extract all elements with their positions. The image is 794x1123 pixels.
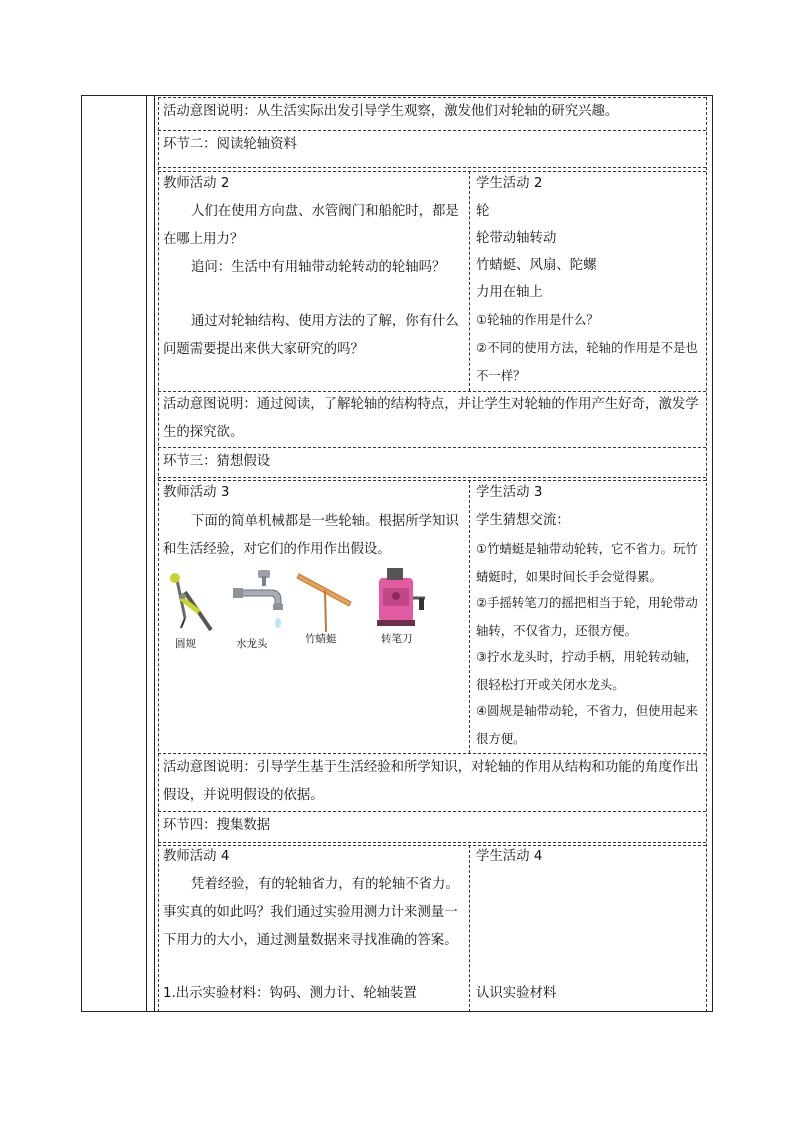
student-activity-heading-2: 学生活动 2 [476,176,543,191]
teacher-activity-heading-2: 教师活动 2 [163,176,230,191]
student-question: ①轮轴的作用是什么？ [476,312,599,327]
student-hypothesis: ①竹蜻蜓是轴带动轮转，它不省力。玩竹蜻蜓时，如果时间长手会觉得累。 [476,541,698,584]
rule [158,167,706,168]
activity-intent-2: 活动意图说明：通过阅读，了解轮轴的结构特点，并让学生对轮轴的作用产生好奇，激发学生的探究欲。 [163,397,699,440]
student-answer: 力用在轴上 [476,285,543,300]
column-divider-2 [154,95,155,1012]
student-hypothesis-intro: 学生猜想交流： [476,513,570,528]
stage-heading-4: 环节四：搜集数据 [163,818,271,833]
teacher-activity-heading-4: 教师活动 4 [163,849,230,864]
cell-border [158,97,159,1012]
rule [158,171,706,172]
rule [158,477,706,478]
pencil-sharpener-image [377,568,425,626]
cell-border [469,171,470,391]
teacher-question-1: 人们在使用方向盘、水管阀门和船舵时，都是在哪上用力？ [163,204,459,247]
student-hypothesis: ③拧水龙头时，拧动手柄，用轮转动轴，很轻松打开或关闭水龙头。 [476,649,698,692]
student-hypothesis: ④圆规是轴带动轮，不省力，但使用起来很方便。 [476,703,698,746]
bamboo-dragonfly-image [297,574,351,632]
caption-faucet: 水龙头 [236,638,268,650]
teacher-prompt-3: 下面的简单机械都是一些轮轴。根据所学知识和生活经验，对它们的作用作出假设。 [163,514,459,557]
student-question: ②不同的使用方法，轮轴的作用是不是也不一样？ [476,340,698,383]
student-answer: 竹蜻蜓、风扇、陀螺 [476,258,597,273]
teacher-question-2: 追问：生活中有用轴带动轮转动的轮轴吗？ [191,260,446,275]
rule [158,842,706,843]
caption-pencil-sharpener: 转笔刀 [381,633,413,645]
stage-heading-2: 环节二：阅读轮轴资料 [163,137,297,152]
teacher-activity-heading-3: 教师活动 3 [163,485,230,500]
activity-intent-1: 活动意图说明：从生活实际出发引导学生观察，激发他们对轮轴的研究兴趣。 [163,104,619,119]
teacher-step-1: 1.出示实验材料：钩码、测力计、轮轴装置 [163,986,417,1001]
caption-compass: 圆规 [175,638,196,650]
cell-border [706,97,707,1012]
student-answer: 轮 [476,204,490,219]
student-activity-heading-3: 学生活动 3 [476,485,543,500]
rule [158,845,706,846]
cell-border [469,480,470,753]
stage-heading-3: 环节三：猜想假设 [163,454,271,469]
cell-border [469,845,470,1012]
faucet-image [233,570,283,628]
column-divider-1 [146,95,147,1012]
student-answer: 轮带动轴转动 [476,231,557,246]
student-activity-heading-4: 学生活动 4 [476,849,543,864]
student-hypothesis: ②手摇转笔刀的摇把相当于轮，用轮带动轴转，不仅省力，还很方便。 [476,595,698,638]
rule [158,480,706,481]
caption-bamboo-dragonfly: 竹蜻蜓 [305,633,337,645]
activity-intent-3: 活动意图说明：引导学生基于生活经验和所学知识，对轮轴的作用从结构和功能的角度作出假设，并说明假设的依据。 [163,760,699,803]
teacher-question-3: 通过对轮轴结构、使用方法的了解，你有什么问题需要提出来供大家研究的吗？ [163,314,459,357]
teacher-prompt-4: 凭着经验，有的轮轴省力，有的轮轴不省力。事实真的如此吗？我们通过实验用测力计来测量一下用力的大小，通过测量数据来寻找准确的答案。 [163,877,459,948]
student-step-1: 认识实验材料 [476,986,557,1001]
compass-image [170,573,211,630]
